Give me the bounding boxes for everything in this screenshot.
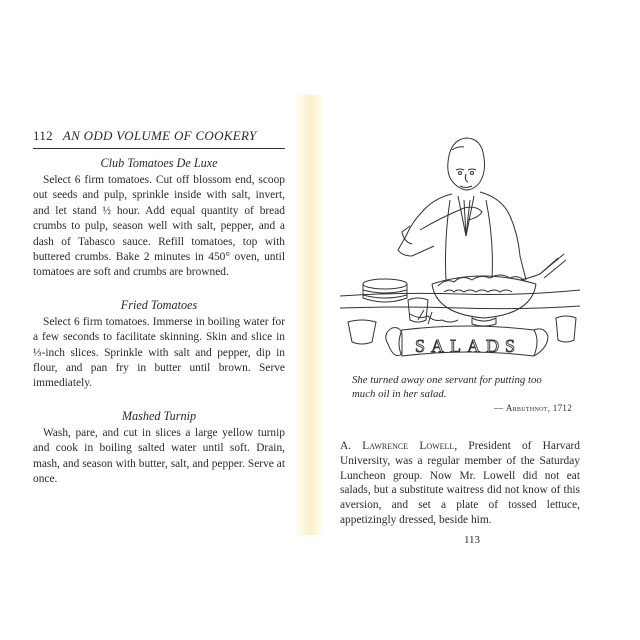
recipe-title: Mashed Turnip bbox=[121, 408, 197, 423]
left-page bbox=[33, 128, 285, 505]
epigraph-quote: She turned away one servant for putting too much oil in her salad. bbox=[352, 374, 542, 400]
page-number-left: 112 bbox=[33, 128, 53, 143]
recipe-body: Select 6 firm tomatoes. Immerse in boiling water for a few seconds to facilitate skinning. Skin and slice in ⅓-inch slices. Sprinkle with salt and pepper, dip in flour, and pan fry in butter until brown. Serve immediately. bbox=[33, 315, 285, 390]
right-page bbox=[340, 100, 580, 546]
book-gutter bbox=[295, 95, 325, 535]
recipe-mashed-turnip bbox=[33, 409, 285, 488]
recipe-title: Fried Tomatoes bbox=[120, 297, 198, 312]
anecdote-lead-name: A. Lawrence Lowell bbox=[340, 440, 455, 452]
salad-chef-illustration-icon bbox=[340, 100, 580, 365]
banner-text: SALADS bbox=[414, 336, 522, 356]
recipe-club-tomatoes bbox=[33, 156, 285, 281]
recipe-body: Wash, pare, and cut in slices a large yellow turnip and cook in boiling salted water until soft. Drain, mash, and season with butter, salt, and pepper. Serve at once. bbox=[33, 426, 285, 486]
recipe-body: Select 6 firm tomatoes. Cut off blossom end, scoop out seeds and pulp, sprinkle inside with salt, invert, and let stand ½ hour. Add equal quantity of bread crumbs to pulp, season well with salt, pepper, and a dash of Tabasco sauce. Refill tomatoes, top with buttered crumbs. Bake 2 minutes in 450° oven, until tomatoes are soft and crumbs are browned. bbox=[33, 174, 285, 279]
epigraph-author: Arbuthnot bbox=[505, 403, 548, 413]
recipe-title: Club Tomatoes De Luxe bbox=[100, 156, 218, 170]
epigraph-dash: — bbox=[493, 403, 504, 413]
page-number-right: 113 bbox=[463, 533, 481, 546]
anecdote-paragraph bbox=[340, 439, 580, 528]
anecdote-text: , President of Harvard University, was a regular member of the Saturday Luncheon group. Now Mr. Lowell did not eat salads, but a substitute waitress did not know of this aversion, and set a plate of tossed lettuce, appetizingly dressed, beside him. bbox=[340, 440, 580, 526]
epigraph-attribution: — Arbuthnot, 1712 bbox=[493, 403, 572, 413]
running-head bbox=[33, 128, 285, 149]
epigraph-year: 1712 bbox=[552, 403, 572, 413]
recipe-fried-tomatoes bbox=[33, 298, 285, 392]
running-head-title: AN ODD VOLUME OF COOKERY bbox=[62, 128, 257, 143]
